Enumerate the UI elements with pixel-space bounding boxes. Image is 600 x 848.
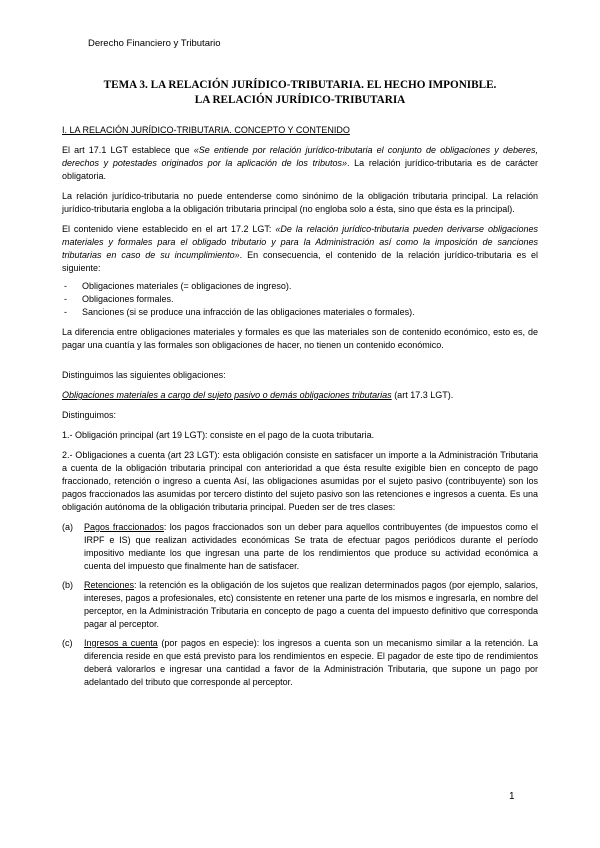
page-title xyxy=(62,78,538,108)
running-header: Derecho Financiero y Tributario xyxy=(88,38,221,49)
title-line-2: LA RELACIÓN JURÍDICO-TRIBUTARIA xyxy=(194,94,406,106)
item-2: 2.- Obligaciones a cuenta (art 23 LGT): esta obligación consiste en satisfacer un importe a la Administración Tributaria a cuenta de la obligación tributaria principal con anterioridad a que ésta resulte exigible bien en concepto de pago fraccionado, retención o ingreso a cuenta Así, las obligaciones asumidas por el sujeto pasivo (contribuyente) son los pagos fraccionados las asumidas por tercero distinto del sujeto pasivo son las retenciones e ingresos a cuenta. Es una obligación autónoma de la obligación tributaria principal. Pueden ser de tres clases: xyxy=(62,450,538,512)
class-term: Ingresos a cuenta xyxy=(84,638,158,648)
page-number: 1 xyxy=(509,791,515,802)
p1-text-a: El art 17.1 LGT establece que xyxy=(62,145,194,155)
paragraph-4: La diferencia entre obligaciones materiales y formales es que las materiales son de contenido económico, esto es, de pagar una cuantía y las formales son obligaciones de hacer, no tienen un contenido económico. xyxy=(62,327,538,350)
list-item: - Obligaciones formales. xyxy=(62,293,538,306)
class-item xyxy=(62,579,538,631)
subheading-ref: (art 17.3 LGT). xyxy=(391,390,454,400)
list-item: - Sanciones (si se produce una infracción de las obligaciones materiales o formales). xyxy=(62,306,538,319)
class-item xyxy=(62,637,538,689)
class-label: (c) xyxy=(62,638,73,648)
item-1: 1.- Obligación principal (art 19 LGT): consiste en el pago de la cuota tributaria. xyxy=(62,430,375,440)
list-item: - Obligaciones materiales (= obligaciones de ingreso). xyxy=(62,280,538,293)
class-text: (por pagos en especie): los ingresos a cuenta son un mecanismo similar a la retención. La diferencia reside en que está previsto para los rendimientos en especie. El pagador de este tipo de rendimientos deberá valorarlos e ingresar una cantidad a favor de la Administración Tributaria, que supone un pago por adelantado del tributo que corresponde al perceptor. xyxy=(84,638,538,687)
p1-text-b: . La relación jurídico-tributaria es de carácter obligatoria. xyxy=(62,158,538,181)
subheading xyxy=(62,389,538,402)
paragraph-2: La relación jurídico-tributaria no puede entenderse como sinónimo de la obligación tributaria principal. La relación jurídico-tributaria engloba a la obligación tributaria principal (no engloba solo a ésta, sino que ésta es la principal). xyxy=(62,191,538,214)
p3-quote: «De la relación jurídico-tributaria pueden derivarse obligaciones materiales y formales para el obligado tributario y para la Administración así como la imposición de sanciones tributarias en caso de su incumplimiento» xyxy=(62,224,538,260)
class-label: (a) xyxy=(62,522,73,532)
class-term: Retenciones xyxy=(84,580,135,590)
class-text: : la retención es la obligación de los sujetos que realizan determinados pagos (por ejemplo, salarios, intereses, pagos a profesionales, etc) consistente en retener una parte de los mismos e ingresarla, en nombre del perceptor, en la Administración Tributaria en concepto de pago a cuenta del impuesto definitivo que corresponda pagar al perceptor. xyxy=(84,580,538,629)
paragraph-3 xyxy=(62,223,538,275)
p1-quote: «Se entiende por relación jurídico-tributaria el conjunto de obligaciones y deberes, derechos y potestades originados por la aplicación de los tributos» xyxy=(62,145,538,168)
section-heading: I. LA RELACIÓN JURÍDICO-TRIBUTARIA. CONCEPTO Y CONTENIDO xyxy=(62,125,350,135)
classes-list xyxy=(62,521,538,689)
paragraph-6: Distinguimos: xyxy=(62,410,117,420)
paragraph-5: Distinguimos las siguientes obligaciones: xyxy=(62,370,226,380)
title-line-1: TEMA 3. LA RELACIÓN JURÍDICO-TRIBUTARIA. EL HECHO IMPONIBLE. xyxy=(103,79,497,91)
class-text: : los pagos fraccionados son un deber para aquellos contribuyentes (de impuestos como el IRPF e IS) que realizan actividades económicas Se trata de efectuar pagos periódicos durante el período impositivo mediante los que ingresan una parte de los rendimientos que produce su actividad económica a cuenta del impuesto que finalmente han de satisfacer. xyxy=(84,522,538,571)
document-body xyxy=(62,124,538,696)
p3-text-b: . En consecuencia, el contenido de la relación jurídico-tributaria es el siguiente: xyxy=(62,250,538,273)
content-list xyxy=(62,280,538,319)
class-term: Pagos fraccionados xyxy=(84,522,164,532)
p3-text-a: El contenido viene establecido en el art 17.2 LGT: xyxy=(62,224,276,234)
paragraph-1 xyxy=(62,144,538,183)
class-label: (b) xyxy=(62,580,73,590)
subheading-text: Obligaciones materiales a cargo del sujeto pasivo o demás obligaciones tributarias xyxy=(62,390,392,400)
class-item xyxy=(62,521,538,573)
